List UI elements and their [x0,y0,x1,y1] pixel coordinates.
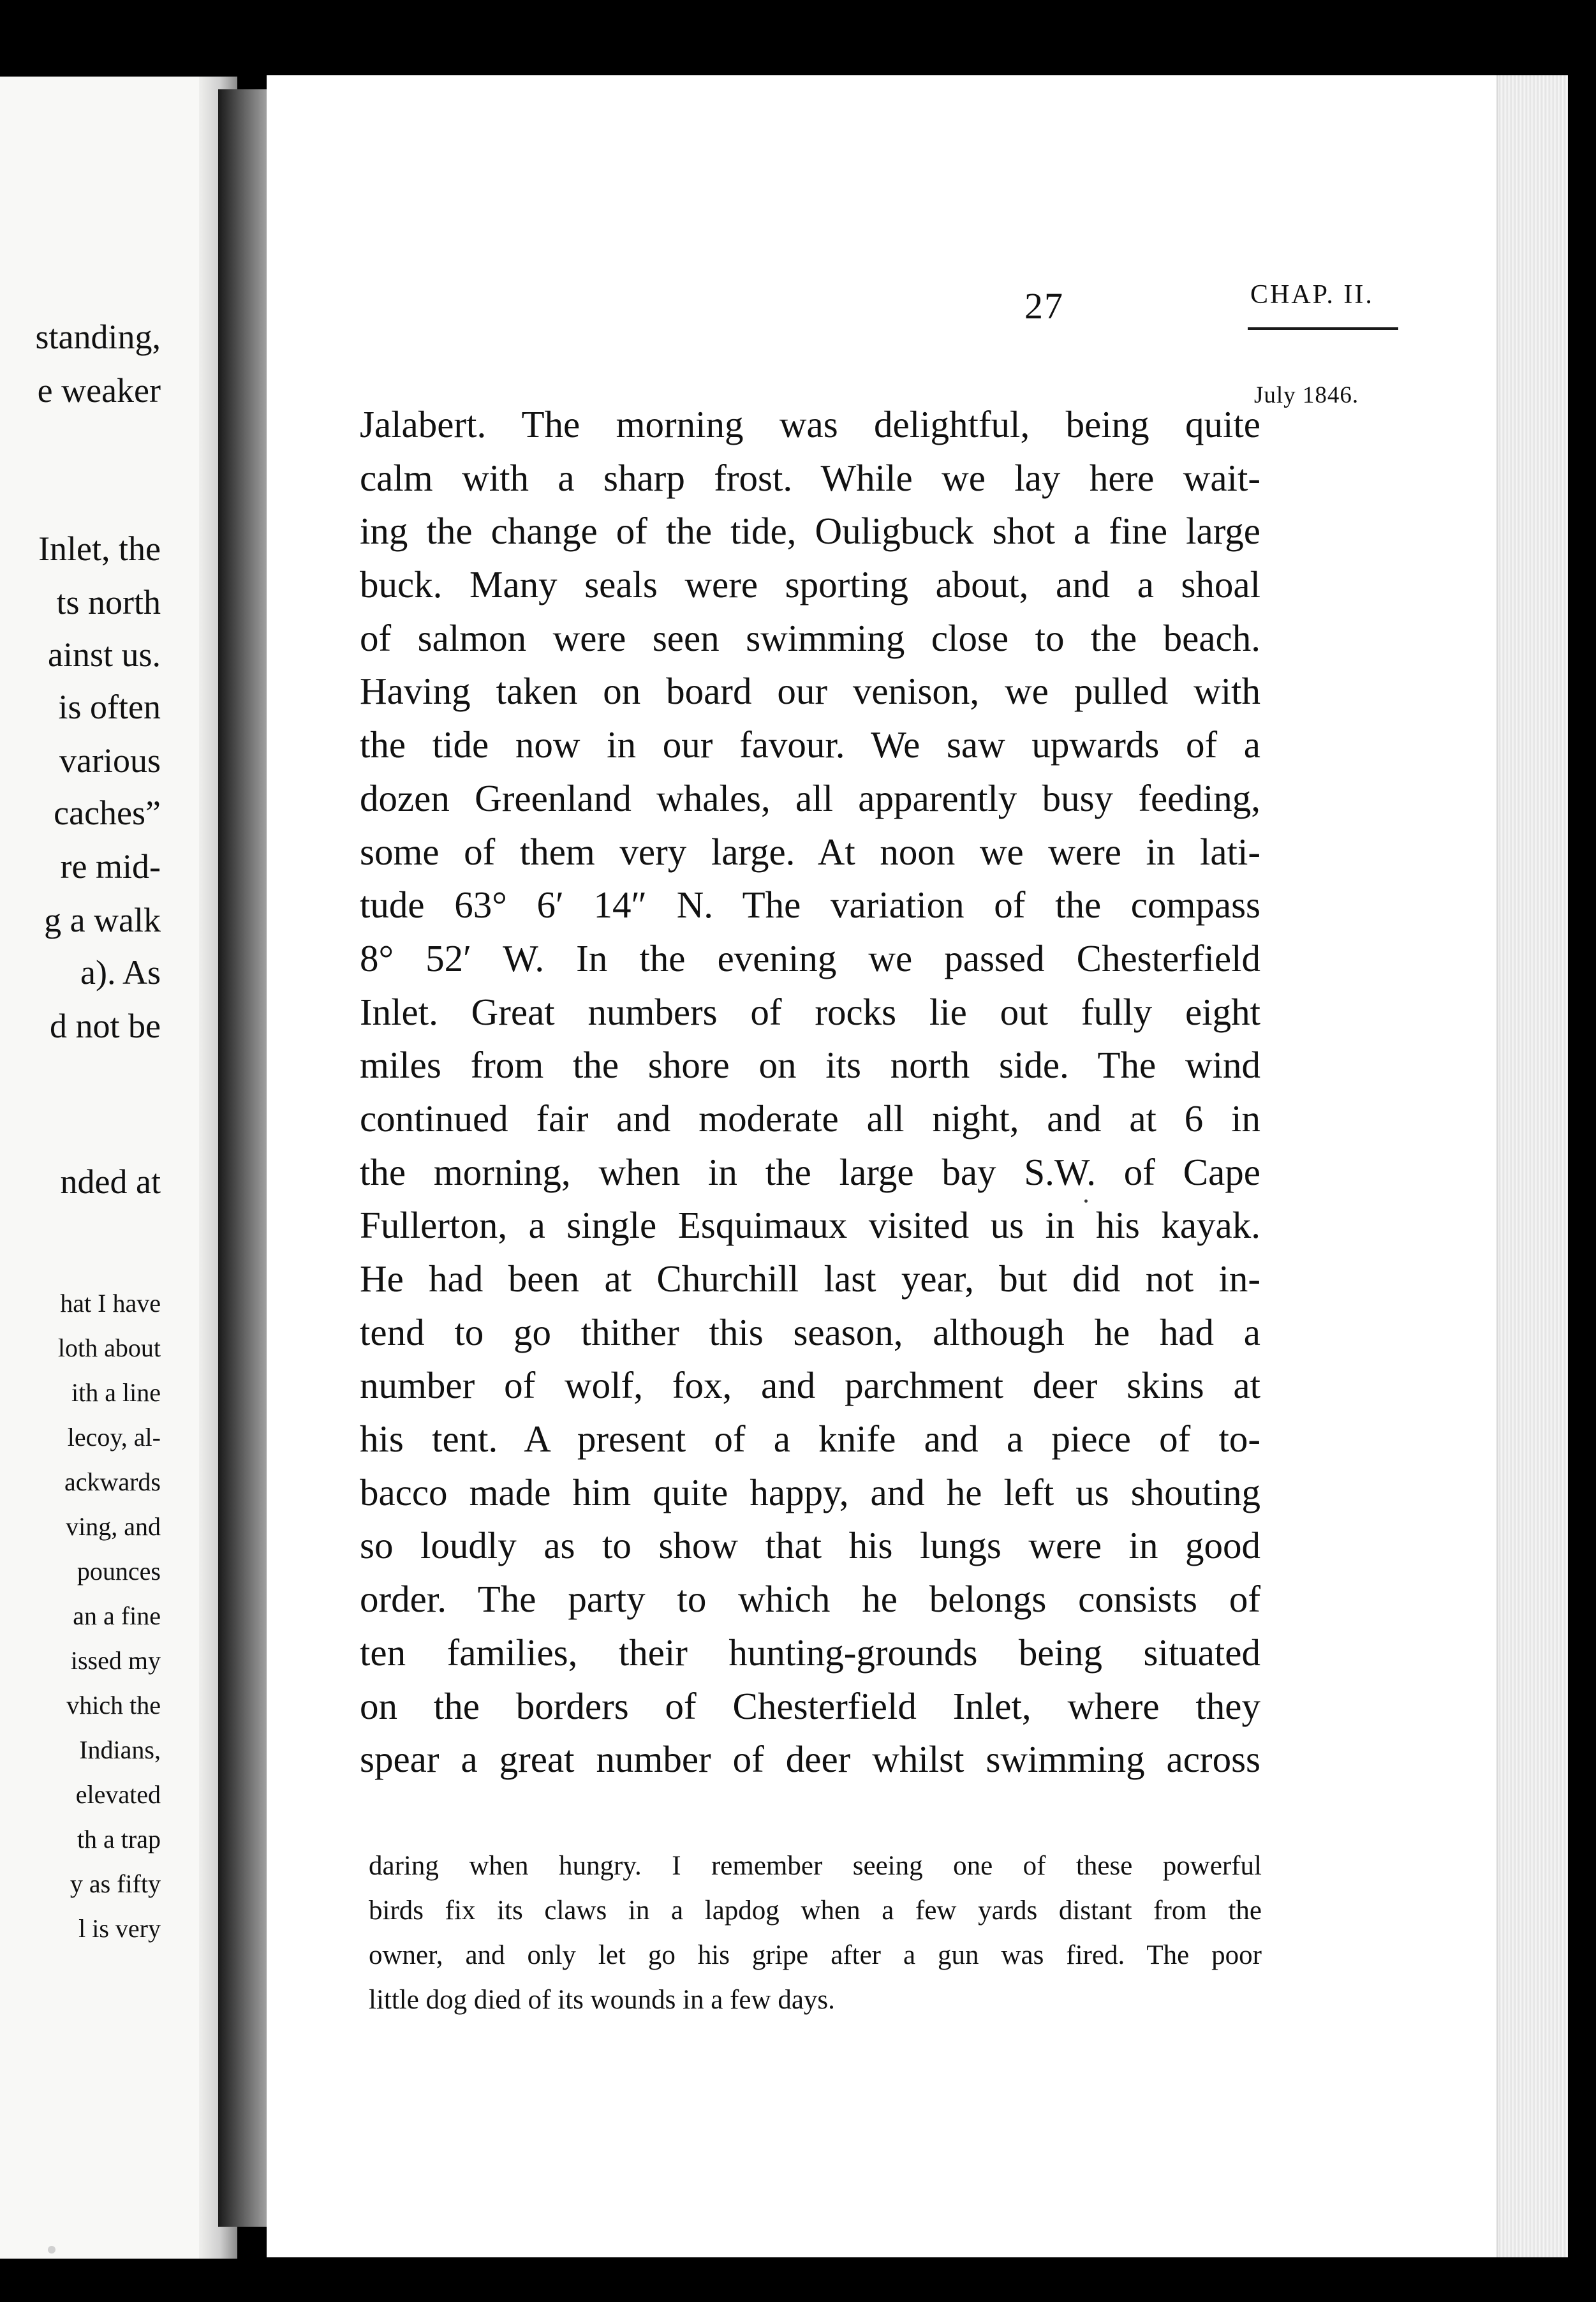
body-line: order. The party to which he belongs consists of [360,1578,1260,1621]
chapter-heading: CHAP. II. [1250,280,1374,309]
previous-page-fragment [0,77,237,2259]
previous-page-footnote-line: issed my [70,1646,161,1675]
previous-page-line: ts north [56,583,161,621]
previous-page-line: d not be [50,1007,161,1045]
body-line: miles from the shore on its north side. The wind [360,1044,1260,1087]
previous-page-footnote-line: Indians, [79,1735,161,1764]
margin-date-note: July 1846. [1254,382,1359,408]
previous-page-footnote-line: pounces [77,1557,161,1585]
previous-page-line: various [59,741,161,780]
body-line: tend to go thither this season, although he had a [360,1311,1260,1353]
previous-page-footnote-line: lecoy, al- [67,1423,161,1452]
body-line: the tide now in our favour. We saw upwards of a [360,724,1260,766]
previous-page-line: nded at [60,1162,161,1201]
previous-page-line: e weaker [37,371,161,410]
body-line: Fullerton, a single Esquimaux visited us in his kayak. [360,1204,1260,1247]
previous-page-line: is often [58,688,161,726]
page-edges [1496,75,1568,2257]
previous-page-footnote-line: l is very [78,1914,161,1943]
page-number: 27 [1024,285,1064,327]
previous-page-line: ainst us. [47,635,161,674]
body-line: Inlet. Great numbers of rocks lie out fully eight [360,990,1260,1033]
previous-page-line: standing, [35,318,161,356]
scan-speck [1084,1199,1088,1203]
body-line: ten families, their hunting-grounds being situated [360,1631,1260,1674]
previous-page-footnote-line: ith a line [71,1378,161,1407]
footnote-line: owner, and only let go his gripe after a gun was fired. The poor [369,1940,1262,1970]
footnote-line: daring when hungry. I remember seeing one of these powerful [369,1851,1262,1881]
previous-page-line: caches” [54,794,161,832]
body-line: on the borders of Chesterfield Inlet, where they [360,1684,1260,1727]
footnote-block [369,1844,1262,2023]
previous-page-footnote-line: ving, and [66,1512,161,1541]
footnote-line: little dog died of its wounds in a few days. [369,1985,835,2015]
body-line: Jalabert. The morning was delightful, being quite [360,403,1260,445]
previous-page-footnote-line: elevated [75,1780,161,1809]
body-line: some of them very large. At noon we were in lati- [360,830,1260,873]
body-line: spear a great number of deer whilst swimming across [360,1738,1260,1781]
previous-page-footnote-line: vhich the [66,1691,161,1719]
body-line: the morning, when in the large bay S.W. of Cape [360,1150,1260,1193]
body-line: so loudly as to show that his lungs were in good [360,1524,1260,1567]
scan-speck [48,2246,55,2254]
body-line: ing the change of the tide, Ouligbuck shot a fine large [360,510,1260,553]
previous-page-line: g a walk [44,901,161,939]
previous-page-line: a). As [80,953,161,991]
previous-page-footnote-line: loth about [57,1333,161,1362]
previous-page-footnote-line: ackwards [64,1467,161,1496]
body-line: of salmon were seen swimming close to the beach. [360,616,1260,659]
previous-page-footnote-line: hat I have [60,1289,161,1318]
body-text [360,398,1260,1786]
previous-page-footnote-line: th a trap [77,1825,161,1853]
body-line: his tent. A present of a knife and a piece of to- [360,1418,1260,1460]
footnote-line: birds fix its claws in a lapdog when a few yards distant from the [369,1896,1262,1926]
body-line: 8° 52′ W. In the evening we passed Chesterfield [360,937,1260,979]
body-line: dozen Greenland whales, all apparently busy feeding, [360,776,1260,819]
body-line: bacco made him quite happy, and he left us shouting [360,1471,1260,1513]
previous-page-line: Inlet, the [38,530,161,568]
book-page [267,75,1568,2257]
body-line: He had been at Churchill last year, but did not in- [360,1258,1260,1300]
body-line: buck. Many seals were sporting about, and a shoal [360,563,1260,606]
body-line: continued fair and moderate all night, and at 6 in [360,1097,1260,1140]
previous-page-footnote-line: y as fifty [70,1869,161,1898]
previous-page-line: re mid- [60,847,161,886]
previous-page-footnote-line: an a fine [73,1601,161,1630]
body-line: tude 63° 6′ 14″ N. The variation of the compass [360,884,1260,926]
body-line: calm with a sharp frost. While we lay here wait- [360,456,1260,499]
body-line: Having taken on board our venison, we pulled with [360,670,1260,713]
heading-rule [1248,327,1398,330]
previous-page-text [0,77,199,2259]
body-line: number of wolf, fox, and parchment deer skins at [360,1364,1260,1407]
